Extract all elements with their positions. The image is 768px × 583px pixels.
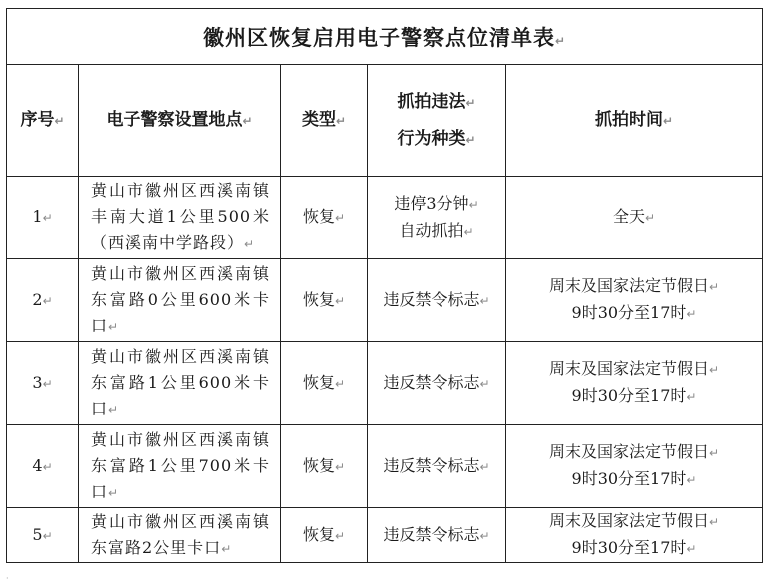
table-row: [7, 508, 763, 563]
paragraph-mark-icon: ↵: [244, 237, 256, 251]
cell-location: [79, 425, 281, 508]
cell-behavior: [368, 259, 506, 342]
location-text: 黄山市徽州区西溪南镇丰南大道1公里500米（西溪南中学路段）: [91, 181, 270, 252]
cell-time: [506, 259, 763, 342]
time-text: 全天: [612, 207, 645, 226]
cell-behavior: [368, 508, 506, 563]
type-text: 恢复: [302, 207, 335, 226]
cell-location: [79, 342, 281, 425]
table-title: 徽州区恢复启用电子警察点位清单表↵: [7, 9, 763, 65]
behavior-text: 违反禁令标志: [383, 455, 480, 475]
paragraph-mark-icon: ↵: [554, 33, 567, 48]
paragraph-mark-icon: ↵: [334, 211, 346, 225]
cell-type: [281, 177, 368, 259]
time-text: 周末及国家法定节假日: [548, 442, 709, 461]
cell-time: [506, 177, 763, 259]
cell-type: [281, 425, 368, 508]
behavior-text: 违反禁令标志: [383, 289, 480, 309]
time-text: 9时30分至17时: [571, 386, 687, 405]
location-text: 黄山市徽州区西溪南镇东富路2公里卡口: [91, 511, 270, 557]
time-text: 9时30分至17时: [571, 303, 687, 322]
paragraph-mark-icon: ↵: [465, 95, 476, 110]
behavior-text: 违停3分钟: [394, 193, 469, 213]
paragraph-mark-icon: ↵: [465, 132, 476, 147]
row-index-text: 3: [32, 372, 43, 392]
row-index-text: 1: [32, 207, 43, 226]
paragraph-mark-icon: ↵: [479, 376, 490, 391]
cell-index: [7, 425, 79, 508]
header-index: 序号↵: [7, 65, 79, 177]
paragraph-mark-icon: ↵: [686, 390, 697, 404]
header-time: 抓拍时间↵: [506, 65, 763, 177]
cell-behavior: [368, 177, 506, 259]
paragraph-mark-icon: ↵: [468, 197, 479, 212]
title-row: [7, 9, 763, 65]
behavior-text: 违反禁令标志: [383, 372, 480, 392]
cell-behavior: [368, 342, 506, 425]
cell-location: [79, 259, 281, 342]
cell-behavior: [368, 425, 506, 508]
camera-list-table: [6, 8, 763, 563]
table-row: [7, 342, 763, 425]
type-text: 恢复: [302, 524, 335, 544]
header-behavior: 抓拍违法↵ 行为种类↵: [368, 65, 506, 177]
row-index-text: 5: [32, 524, 43, 544]
header-row: [7, 65, 763, 177]
type-text: 恢复: [302, 289, 335, 309]
paragraph-mark-icon: ↵: [662, 114, 674, 128]
location-text: 黄山市徽州区西溪南镇东富路1公里600米卡口: [91, 346, 270, 418]
location-text: 黄山市徽州区西溪南镇东富路0公里600米卡口: [91, 263, 270, 335]
type-text: 恢复: [302, 372, 335, 392]
type-text: 恢复: [302, 455, 335, 475]
paragraph-mark-icon: ↵: [479, 293, 490, 308]
behavior-text: 自动抓拍: [399, 220, 464, 240]
cell-index: [7, 259, 79, 342]
time-text: 周末及国家法定节假日: [548, 276, 709, 295]
cell-type: [281, 508, 368, 563]
location-text: 黄山市徽州区西溪南镇东富路1公里700米卡口: [91, 429, 270, 501]
paragraph-mark-icon: ↵: [479, 528, 490, 543]
header-type: 类型↵: [281, 65, 368, 177]
paragraph-mark-icon: ↵: [708, 280, 720, 294]
cell-location: [79, 177, 281, 259]
cell-type: [281, 342, 368, 425]
time-text: 9时30分至17时: [571, 469, 687, 488]
header-location: 电子警察设置地点↵: [79, 65, 281, 177]
paragraph-mark-icon: ↵: [108, 402, 120, 417]
paragraph-mark-icon: ↵: [42, 459, 53, 474]
paragraph-mark-icon: ↵: [242, 114, 253, 128]
table-body: [7, 177, 763, 563]
cell-time: [506, 508, 763, 563]
paragraph-mark-icon: ↵: [42, 376, 53, 391]
paragraph-mark-icon: ↵: [463, 224, 474, 239]
paragraph-mark-icon: ↵: [334, 293, 346, 308]
paragraph-mark-icon: ↵: [42, 293, 53, 308]
cell-index: [7, 508, 79, 563]
cell-time: [506, 342, 763, 425]
paragraph-mark-icon: ↵: [686, 473, 697, 487]
paragraph-mark-icon: ↵: [334, 528, 346, 543]
paragraph-mark-icon: ↵: [686, 307, 697, 321]
cell-time: [506, 425, 763, 508]
paragraph-mark-icon: ↵: [708, 515, 720, 529]
paragraph-mark-icon: ↵: [54, 114, 65, 128]
document-sheet: [6, 8, 762, 583]
paragraph-mark-icon: ↵: [334, 376, 346, 391]
time-text: 周末及国家法定节假日: [548, 359, 709, 378]
row-index-text: 2: [32, 289, 43, 309]
paragraph-mark-icon: ↵: [644, 211, 656, 225]
cell-index: [7, 342, 79, 425]
row-index-text: 4: [32, 455, 43, 475]
table-row: [7, 425, 763, 508]
cell-index: [7, 177, 79, 259]
paragraph-mark-icon: ↵: [686, 542, 697, 556]
paragraph-mark-icon: ↵: [335, 114, 347, 128]
time-text: 9时30分至17时: [571, 538, 687, 557]
paragraph-mark-icon: ↵: [221, 541, 233, 556]
paragraph-mark-icon: ↵: [108, 485, 120, 500]
paragraph-mark-icon: ↵: [479, 459, 490, 474]
behavior-text: 违反禁令标志: [383, 524, 480, 544]
paragraph-mark-icon: ↵: [708, 363, 720, 377]
paragraph-mark-icon: ↵: [42, 211, 53, 225]
page-footer-mark: ·: [6, 574, 9, 583]
paragraph-mark-icon: ↵: [42, 528, 53, 543]
paragraph-mark-icon: ↵: [334, 459, 346, 474]
paragraph-mark-icon: ↵: [108, 319, 120, 334]
table-row: [7, 177, 763, 259]
table-row: [7, 259, 763, 342]
cell-type: [281, 259, 368, 342]
paragraph-mark-icon: ↵: [708, 446, 720, 460]
cell-location: [79, 508, 281, 563]
time-text: 周末及国家法定节假日: [548, 511, 709, 530]
